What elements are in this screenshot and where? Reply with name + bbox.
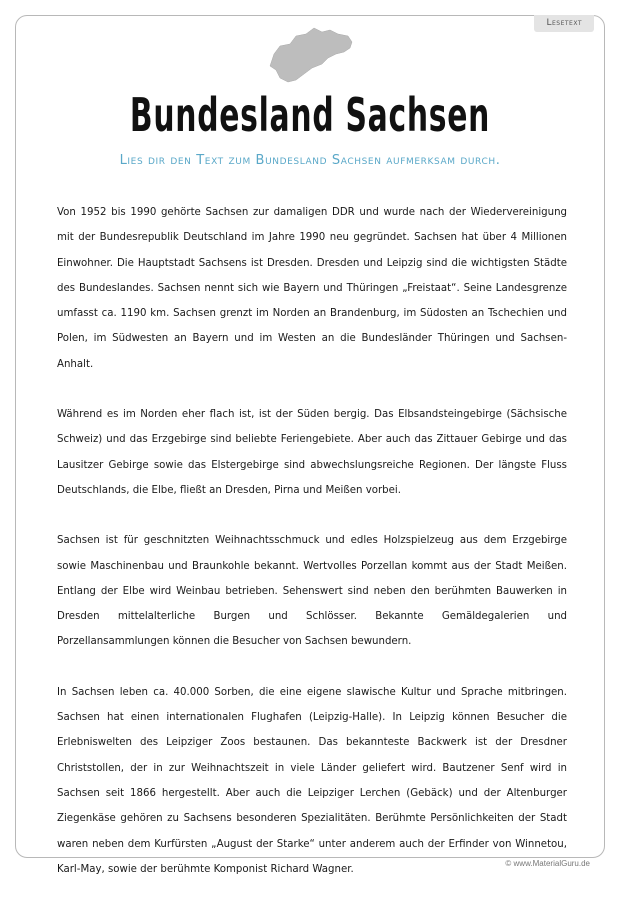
page-title: Bundesland Sachsen — [129, 88, 491, 142]
document-type-tag: Lesetext — [534, 15, 594, 32]
reading-text — [57, 200, 567, 907]
instruction-subtitle: Lies dir den Text zum Bundesland Sachsen aufmerksam durch. — [119, 153, 501, 168]
saxony-map-icon — [266, 24, 356, 86]
paragraph-geography: Während es im Norden eher flach ist, ist der Süden bergig. Das Elbsandsteingebirge (Sächsische Schweiz) und das Erzgebirge sind beliebte Feriengebiete. Aber auch das Zittauer Gebirge und das Lausitzer Gebirge sowie das Elstergebirge sind abwechslungsreiche Regionen. Der längste Fluss Deutschlands, die Elbe, fließt an Dresden, Pirna und Meißen vorbei. — [57, 409, 567, 496]
copyright-footer: © www.MaterialGuru.de — [505, 859, 590, 868]
paragraph-culture: In Sachsen leben ca. 40.000 Sorben, die eine eigene slawische Kultur und Sprache mitbringen. Sachsen hat einen internationalen Flughafen (Leipzig-Halle). In Leipzig können Besucher die Erlebniswelten des Leipziger Zoos bestaunen. Das bekannteste Backwerk ist der Dresdner Christstollen, der in zur Weihnachtszeit in viele Länder geliefert wird. Bautzener Senf wird in Sachsen seit 1866 hergestellt. Aber auch die Leipziger Lerchen (Gebäck) und der Altenburger Ziegenkäse gehören zu Sachsens besonderen Spezialitäten. Berühmte Persönlichkeiten der Stadt waren neben dem Kurfürsten „August der Starke“ unter anderem auch der Erfinder von Winnetou, Karl-May, sowie der berühmte Komponist Richard Wagner. — [57, 686, 567, 875]
paragraph-history: Von 1952 bis 1990 gehörte Sachsen zur damaligen DDR und wurde nach der Wiedervereinigung mit der Bundesrepublik Deutschland im Jahre 1990 neu gegründet. Sachsen hat über 4 Millionen Einwohner. Die Hauptstadt Sachsens ist Dresden. Dresden und Leipzig sind die wichtigsten Städte des Bundeslandes. Sachsen nennt sich wie Bayern und Thüringen „Freistaat“. Seine Landesgrenze umfasst ca. 1190 km. Sachsen grenzt im Norden an Brandenburg, im Südosten an Tschechien und Polen, im Südwesten an Bayern und im Westen an die Bundesländer Thüringen und Sachsen-Anhalt. — [57, 207, 567, 370]
paragraph-economy: Sachsen ist für geschnitzten Weihnachtsschmuck und edles Holzspielzeug aus dem Erzgebirge sowie Maschinenbau und Braunkohle bekannt. Wertvolles Porzellan kommt aus der Stadt Meißen. Entlang der Elbe wird Weinbau betrieben. Sehenswert sind neben den berühmten Bauwerken in Dresden mittelalterliche Burgen und Schlösser. Bekannte Gemäldegalerien und Porzellansammlungen können die Besucher von Sachsen bewundern. — [57, 535, 567, 648]
